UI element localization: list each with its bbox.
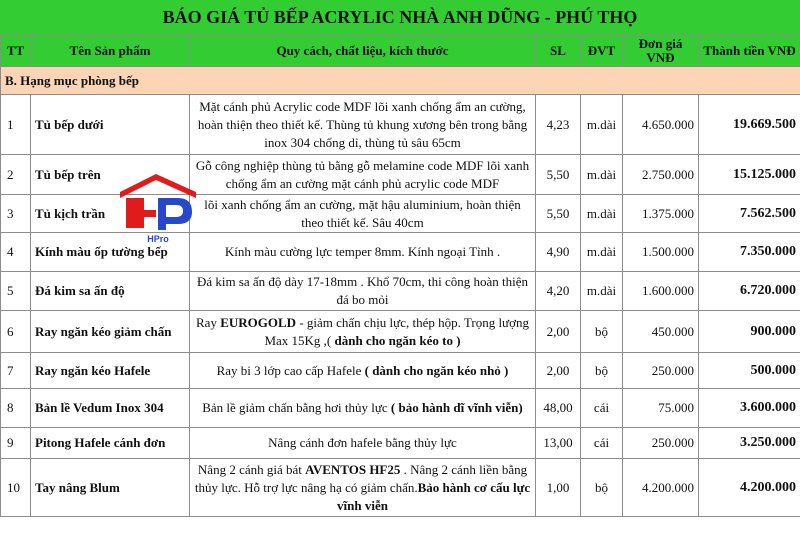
cell-total: 500.000 bbox=[699, 353, 800, 389]
table-row bbox=[1, 272, 800, 311]
cell-name: Bản lề Vedum Inox 304 bbox=[31, 389, 190, 428]
cell-name: Đá kim sa ấn độ bbox=[31, 272, 190, 311]
cell-price: 1.500.000 bbox=[623, 233, 699, 272]
table-row bbox=[1, 95, 800, 155]
spec-note: Bảo hành cơ cấu lực vĩnh viễn bbox=[337, 479, 531, 513]
cell-tt: 8 bbox=[1, 389, 31, 428]
cell-tt: 4 bbox=[1, 233, 31, 272]
cell-price: 1.375.000 bbox=[623, 195, 699, 233]
cell-tt: 9 bbox=[1, 428, 31, 459]
cell-price: 4.200.000 bbox=[623, 459, 699, 517]
cell-sl: 1,00 bbox=[536, 459, 581, 517]
table-row bbox=[1, 459, 800, 517]
spec-text: . Nâng 2 cánh liền bằng thủy lực. Hỗ trợ lực nâng hạ có giảm chấn. bbox=[194, 461, 528, 495]
cell-total: 4.200.000 bbox=[699, 459, 800, 517]
cell-total: 19.669.500 bbox=[699, 95, 800, 155]
header-tt: TT bbox=[1, 35, 31, 67]
spec-note: dành cho ngăn kéo to ) bbox=[331, 332, 461, 348]
cell-total: 6.720.000 bbox=[699, 272, 800, 311]
spec-brand: AVENTOS HF25 bbox=[305, 461, 401, 477]
cell-tt: 5 bbox=[1, 272, 31, 311]
cell-price: 450.000 bbox=[623, 311, 699, 353]
cell-name: Tay nâng Blum bbox=[31, 459, 190, 517]
cell-name: Tủ bếp trên bbox=[31, 155, 190, 195]
cell-name: Kính màu ốp tường bếp bbox=[31, 233, 190, 272]
cell-sl: 4,90 bbox=[536, 233, 581, 272]
cell-spec: Đá kim sa ấn độ dày 17-18mm . Khổ 70cm, thi công hoàn thiện đá bo mỏi bbox=[190, 272, 536, 311]
cell-name: Pitong Hafele cánh đơn bbox=[31, 428, 190, 459]
spec-text: Nâng 2 cánh giá bát bbox=[197, 461, 306, 477]
cell-name: Ray ngăn kéo Hafele bbox=[31, 353, 190, 389]
quote-table bbox=[0, 34, 800, 517]
sheet-title: BÁO GIÁ TỦ BẾP ACRYLIC NHÀ ANH DŨNG - PHÚ THỌ bbox=[0, 0, 800, 35]
cell-spec bbox=[190, 311, 536, 353]
cell-sl: 5,50 bbox=[536, 195, 581, 233]
header-price bbox=[623, 35, 699, 67]
cell-dvt: bộ bbox=[581, 459, 623, 517]
logo-h-bar bbox=[144, 210, 156, 217]
cell-name: Tủ bếp dưới bbox=[31, 95, 190, 155]
cell-sl: 4,20 bbox=[536, 272, 581, 311]
section-label: B. Hạng mục phòng bếp bbox=[1, 67, 800, 95]
header-spec: Quy cách, chất liệu, kích thước bbox=[190, 35, 536, 67]
cell-tt: 3 bbox=[1, 195, 31, 233]
logo-text: HPro bbox=[147, 234, 169, 244]
cell-sl: 4,23 bbox=[536, 95, 581, 155]
cell-dvt: m.dài bbox=[581, 155, 623, 195]
cell-tt: 7 bbox=[1, 353, 31, 389]
header-name: Tên Sản phẩm bbox=[31, 35, 190, 67]
spec-text: Ray bbox=[196, 314, 221, 330]
cell-name: Ray ngăn kéo giảm chấn bbox=[31, 311, 190, 353]
cell-tt: 1 bbox=[1, 95, 31, 155]
cell-price: 75.000 bbox=[623, 389, 699, 428]
header-price-line1: Đơn giá bbox=[638, 35, 683, 51]
logo-roof bbox=[120, 174, 196, 198]
table-row bbox=[1, 353, 800, 389]
spec-text: Bản lề giảm chấn bằng hơi thủy lực bbox=[202, 400, 391, 415]
cell-price: 1.600.000 bbox=[623, 272, 699, 311]
cell-spec: Mặt cánh phủ Acrylic code MDF lõi xanh chống ẩm an cường, hoàn thiện theo thiết kế. Thùng tủ khung xương bên trong bằng inox 304 chống dỉ, thùng tủ sâu 65cm bbox=[190, 95, 536, 155]
cell-dvt: cái bbox=[581, 389, 623, 428]
cell-tt: 2 bbox=[1, 155, 31, 195]
cell-spec: lõi xanh chống ẩm an cường, mặt hậu aluminium, hoàn thiện theo thiết kế. Sâu 40cm bbox=[190, 195, 536, 233]
cell-dvt: m.dài bbox=[581, 95, 623, 155]
hpro-logo bbox=[112, 168, 204, 246]
spec-text: - giảm chấn chịu lực, thép hộp. Trọng lượng Max 15Kg ,( bbox=[264, 314, 529, 348]
header-total: Thành tiền VNĐ bbox=[699, 35, 800, 67]
cell-spec: Nâng cánh đơn hafele bằng thủy lực bbox=[190, 428, 536, 459]
table-row bbox=[1, 389, 800, 428]
cell-tt: 10 bbox=[1, 459, 31, 517]
cell-total: 7.350.000 bbox=[699, 233, 800, 272]
cell-total: 900.000 bbox=[699, 311, 800, 353]
cell-spec bbox=[190, 353, 536, 389]
spec-note: ( dành cho ngăn kéo nhỏ ) bbox=[364, 362, 509, 378]
cell-total: 7.562.500 bbox=[699, 195, 800, 233]
cell-dvt: m.dài bbox=[581, 272, 623, 311]
cell-tt: 6 bbox=[1, 311, 31, 353]
cell-spec bbox=[190, 389, 536, 428]
cell-dvt: bộ bbox=[581, 311, 623, 353]
cell-spec: Gỗ công nghiệp thùng tủ bằng gỗ melamine code MDF lõi xanh chống ẩm an cường mặt cánh phủ acrylic code MDF bbox=[190, 155, 536, 195]
cell-dvt: m.dài bbox=[581, 233, 623, 272]
cell-sl: 5,50 bbox=[536, 155, 581, 195]
header-price-line2: VNĐ bbox=[646, 49, 675, 65]
table-row bbox=[1, 311, 800, 353]
cell-sl: 2,00 bbox=[536, 311, 581, 353]
table-row bbox=[1, 428, 800, 459]
cell-dvt: bộ bbox=[581, 353, 623, 389]
cell-spec: Kính màu cường lực temper 8mm. Kính ngoại Tỉnh . bbox=[190, 233, 536, 272]
section-row bbox=[1, 67, 800, 95]
cell-sl: 13,00 bbox=[536, 428, 581, 459]
spec-text: Ray bi 3 lớp cao cấp Hafele bbox=[216, 362, 365, 378]
cell-price: 250.000 bbox=[623, 353, 699, 389]
logo-p-shape bbox=[158, 198, 192, 230]
cell-dvt: m.dài bbox=[581, 195, 623, 233]
cell-spec bbox=[190, 459, 536, 517]
cell-sl: 48,00 bbox=[536, 389, 581, 428]
cell-sl: 2,00 bbox=[536, 353, 581, 389]
cell-price: 250.000 bbox=[623, 428, 699, 459]
logo-house-wall bbox=[126, 198, 144, 228]
header-row bbox=[1, 35, 800, 67]
spec-note: ( bảo hành dĩ vĩnh viễn) bbox=[390, 400, 523, 415]
header-sl: SL bbox=[536, 35, 581, 67]
cell-dvt: cái bbox=[581, 428, 623, 459]
cell-total: 3.250.000 bbox=[699, 428, 800, 459]
cell-total: 15.125.000 bbox=[699, 155, 800, 195]
cell-total: 3.600.000 bbox=[699, 389, 800, 428]
cell-price: 2.750.000 bbox=[623, 155, 699, 195]
cell-price: 4.650.000 bbox=[623, 95, 699, 155]
spec-brand: EUROGOLD bbox=[220, 314, 297, 330]
header-dvt: ĐVT bbox=[581, 35, 623, 67]
cell-name: Tủ kịch trần bbox=[31, 195, 190, 233]
